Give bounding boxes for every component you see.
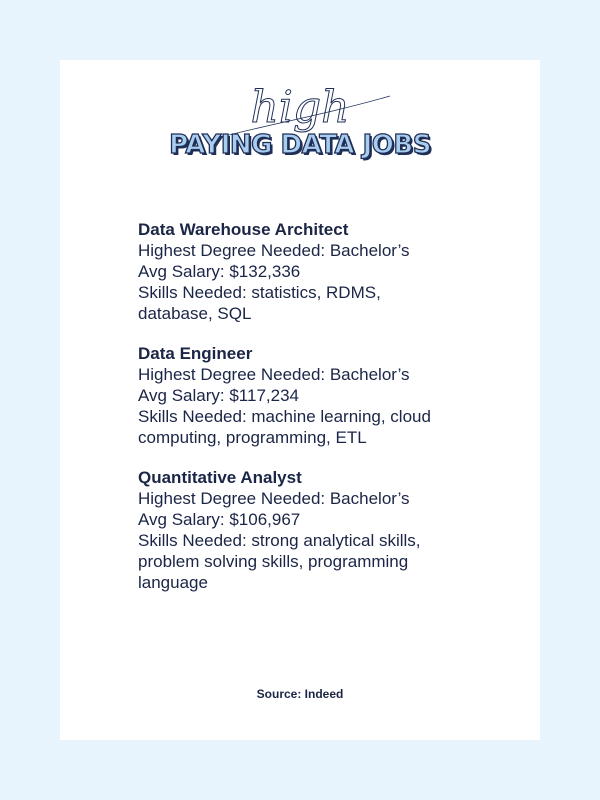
job-salary: Avg Salary: $106,967 [138,510,301,529]
job-skills-line: Skills Needed: machine learning, cloud [138,407,431,426]
job-salary: Avg Salary: $132,336 [138,262,301,281]
job-skills-line: problem solving skills, programming [138,552,409,571]
job-degree: Highest Degree Needed: Bachelor’s [138,241,410,260]
job-entry [138,468,498,593]
script-word: high [250,82,350,133]
job-skills-line: computing, programming, ETL [138,428,367,447]
job-degree: Highest Degree Needed: Bachelor’s [138,365,410,384]
job-skills-line: database, SQL [138,304,252,323]
job-entry [138,220,498,324]
job-skills-line: Skills Needed: statistics, RDMS, [138,283,381,302]
job-skills-line: language [138,573,208,592]
page-title: PAYING DATA JOBS [169,130,431,160]
job-title: Quantitative Analyst [138,468,302,487]
job-entry [138,344,498,448]
job-list [138,220,498,613]
source-credit: Source: Indeed [256,687,344,701]
job-skills-line: Skills Needed: strong analytical skills, [138,531,421,550]
infographic-card [60,60,540,740]
job-salary: Avg Salary: $117,234 [138,386,299,405]
job-title: Data Engineer [138,344,253,363]
job-title: Data Warehouse Architect [138,220,349,239]
job-degree: Highest Degree Needed: Bachelor’s [138,489,410,508]
